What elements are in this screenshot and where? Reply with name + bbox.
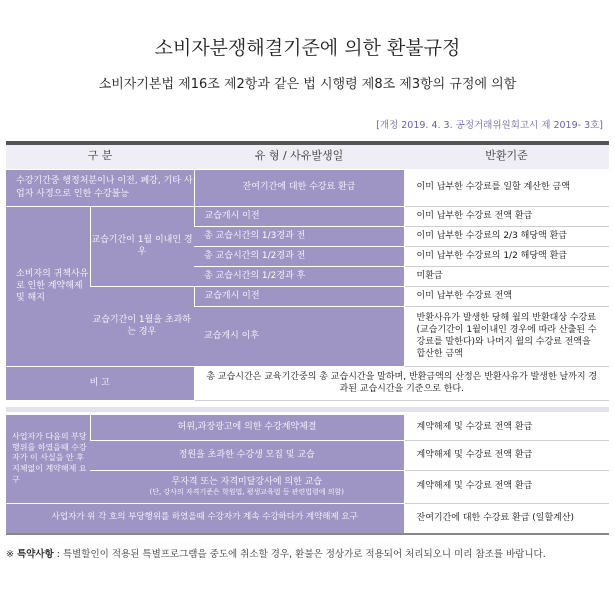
type-cell: 총 교습시간의 1/2경과 전 (194, 246, 404, 266)
remark-text: 총 교습시간은 교육기간중의 총 교습시간을 말하며, 반환금액의 산정은 반환사유가 발생한 날까지 경과된 교습시간을 기준으로 한다. (194, 366, 609, 400)
col-header-category: 구 분 (6, 145, 194, 169)
table-row (6, 286, 609, 306)
revision-note: [개정 2019. 4. 3. 공정거래위원회고시 제 2019- 3호] (376, 120, 603, 131)
type-cell: 교습개시 이전 (194, 206, 404, 226)
note-prefix: ※ (6, 549, 17, 560)
type-cell: 교습개시 이후 (194, 306, 404, 366)
type-cell: 총 교습시간의 1/2경과 후 (194, 266, 404, 286)
type-main: 무자격 또는 자격미달강사에 의한 교습 (171, 476, 323, 487)
refund-table (6, 145, 609, 401)
table-row (6, 503, 609, 533)
refund-cell: 이미 납부한 수강료를 일할 계산한 금액 (404, 169, 609, 206)
remark-label: 비 고 (6, 366, 194, 400)
refund-cell: 계약해제 및 수강료 전액 환급 (404, 470, 609, 503)
refund-cell: 이미 납부한 수강료 전액 환급 (404, 206, 609, 226)
note-label: 특약사항 (16, 549, 54, 560)
continue-label: 사업자가 위 각 호의 부당행위를 하였을때 수강자가 계속 수강하다가 계약해제 요구 (6, 503, 404, 533)
unfair-practice-table (6, 415, 609, 534)
type-cell (90, 470, 404, 503)
refund-cell: 이미 납부한 수강료 전액 (404, 286, 609, 306)
type-cell: 교습개시 이전 (194, 286, 404, 306)
sub-category-within-month: 교습기간이 1월 이내인 경우 (90, 206, 194, 286)
remark-row (6, 366, 609, 400)
table-row (6, 440, 609, 470)
refund-cell: 반환사유가 발생한 당해 월의 반환대상 수강료(교습기간이 1월이내인 경우에 따라 산출된 수강료를 말한다)와 나머지 월의 수강료 전액을 합산한 금액 (404, 306, 609, 366)
col-header-type: 유 형 / 사유발생일 (194, 145, 404, 169)
refund-cell: 잔여기간에 대한 수강료 환급 (일할계산) (404, 503, 609, 533)
refund-cell: 계약해제 및 수강료 전액 환급 (404, 415, 609, 440)
refund-cell: 미환급 (404, 266, 609, 286)
table-header-row (6, 145, 609, 169)
table-row (6, 415, 609, 440)
table-row (6, 206, 609, 226)
table-row (6, 470, 609, 503)
type-cell: 총 교습시간의 1/3경과 전 (194, 226, 404, 246)
type-cell: 정원을 초과한 수강생 모집 및 교습 (90, 440, 404, 470)
refund-cell: 이미 납부한 수강료의 2/3 해당액 환급 (404, 226, 609, 246)
refund-cell: 계약해제 및 수강료 전액 환급 (404, 440, 609, 470)
category-closure: 수강기간중 행정처분이나 이전, 폐강, 기타 사업자 사정으로 인한 수강불능 (6, 169, 194, 206)
type-cell: 허위,과장광고에 의한 수강계약체결 (90, 415, 404, 440)
type-sub: (단, 강사의 자격기준은 학원법, 평생교육법 등 관련법령에 의함) (149, 487, 345, 496)
table-separator (6, 407, 609, 412)
special-note (6, 546, 546, 560)
category-unfair-practice: 사업자가 다음의 부당행위를 하였을때 수강자가 이 사실을 안 후 지체없이 계약해제 요구 (6, 415, 90, 503)
note-text: : 특별할인이 적용된 특별프로그램을 중도에 취소할 경우, 환불은 정상가로 적용되어 처리되오니 미리 참조를 바랍니다. (53, 549, 546, 560)
type-cell: 잔여기간에 대한 수강료 환급 (194, 169, 404, 206)
refund-cell: 이미 납부한 수강료의 1/2 해당액 환급 (404, 246, 609, 266)
col-header-refund: 반환기준 (404, 145, 609, 169)
page-title: 소비자분쟁해결기준에 의한 환불규정 (154, 37, 461, 59)
page-subtitle: 소비자기본법 제16조 제2항과 같은 법 시행령 제8조 제3항의 규정에 의함 (98, 77, 517, 92)
table-row (6, 169, 609, 206)
category-consumer-fault: 소비자의 귀책사유로 인한 계약해제 및 해지 (6, 206, 90, 366)
sub-category-over-month: 교습기간이 1월을 초과하는 경우 (90, 286, 194, 366)
table-bottom-rule (6, 533, 609, 535)
